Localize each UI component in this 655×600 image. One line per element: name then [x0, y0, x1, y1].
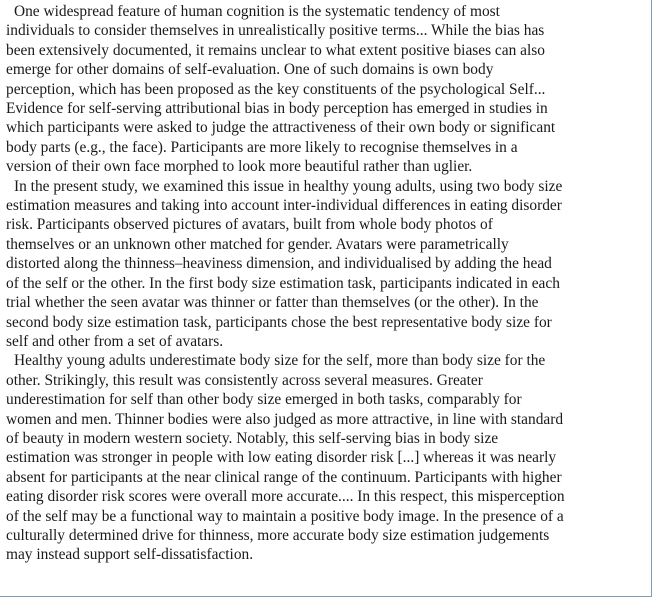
text-line: which participants were asked to judge the attractiveness of their own body or significant — [6, 119, 556, 137]
text-line: of the self may be a functional way to maintain a positive body image. In the presence of a — [6, 507, 564, 525]
text-line: culturally determined drive for thinness, more accurate body size estimation judgements — [6, 526, 550, 544]
text-line: risk. Participants observed pictures of avatars, built from whole body photos of — [6, 216, 493, 234]
paragraph-2 — [6, 177, 646, 352]
text-line: Evidence for self-serving attributional bias in body perception has emerged in studies in — [6, 100, 548, 118]
text-line: Healthy young adults underestimate body size for the self, more than body size for the — [14, 352, 546, 370]
text-line: emerge for other domains of self-evaluation. One of such domains is own body — [6, 61, 494, 79]
paragraph-3 — [6, 351, 646, 564]
text-line: individuals to consider themselves in unrealistically positive terms... While the bias has — [6, 22, 545, 40]
text-line: trial whether the seen avatar was thinner or fatter than themselves (or the other). In the — [6, 294, 539, 312]
text-line: estimation was stronger in people with low eating disorder risk [...] whereas it was nearly — [6, 449, 557, 467]
text-line: may instead support self-dissatisfaction. — [6, 546, 254, 564]
text-line: distorted along the thinness–heaviness dimension, and individualised by adding the head — [6, 255, 552, 273]
text-line: of beauty in modern western society. Notably, this self-serving bias in body size — [6, 429, 499, 447]
text-line: perception, which has been proposed as the key constituents of the psychological Self... — [6, 80, 546, 98]
text-line: of the self or the other. In the first body size estimation task, participants indicated in each — [6, 274, 560, 292]
text-line: absent for participants at the near clinical range of the continuum. Participants with higher — [6, 468, 562, 486]
text-line: self and other from a set of avatars. — [6, 332, 224, 350]
text-line: themselves or an unknown other matched for gender. Avatars were parametrically — [6, 235, 509, 253]
paragraph-1 — [6, 2, 646, 177]
text-line: been extensively documented, it remains unclear to what extent positive biases can also — [6, 41, 545, 59]
text-line: other. Strikingly, this result was consistently across several measures. Greater — [6, 371, 483, 389]
text-line: In the present study, we examined this issue in healthy young adults, using two body size — [14, 177, 563, 195]
text-line: version of their own face morphed to look more beautiful rather than uglier. — [6, 158, 473, 176]
text-line: women and men. Thinner bodies were also judged as more attractive, in line with standard — [6, 410, 564, 428]
document-text[interactable] — [6, 2, 646, 565]
text-line: One widespread feature of human cognition is the systematic tendency of most — [14, 3, 500, 20]
text-line: body parts (e.g., the face). Participants are more likely to recognise themselves in a — [6, 138, 518, 156]
text-line: second body size estimation task, participants chose the best representative body size for — [6, 313, 552, 331]
text-line: eating disorder risk scores were overall more accurate.... In this respect, this misperception — [6, 488, 565, 506]
text-line: underestimation for self than other body size emerged in both tasks, comparably for — [6, 391, 522, 409]
text-line: estimation measures and taking into account inter-individual differences in eating disorder — [6, 197, 562, 215]
